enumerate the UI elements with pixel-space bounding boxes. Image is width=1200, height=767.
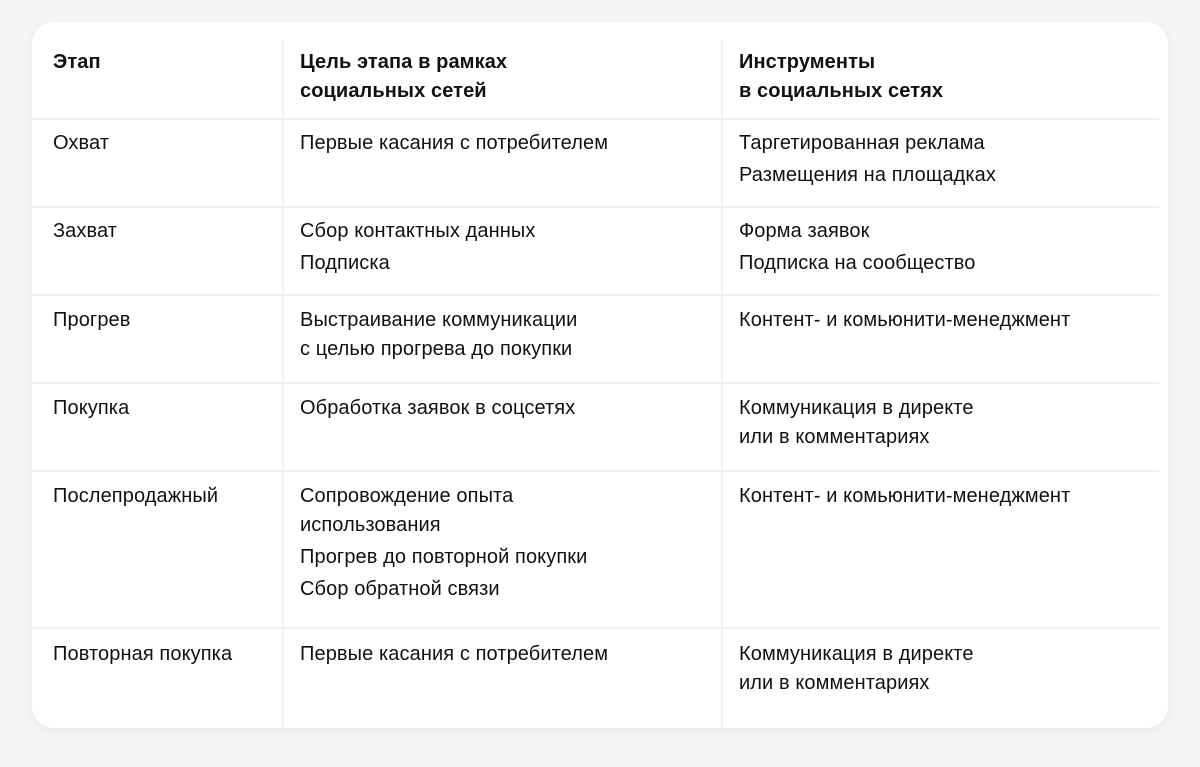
- tools-line: Контент- и комьюнити-менеджмент: [739, 485, 1071, 507]
- tools-line: Подписка на сообщество: [739, 252, 976, 274]
- goal-cell: [300, 640, 710, 669]
- goal-line: Первые касания с потребителем: [300, 132, 609, 154]
- stage-text: Захват: [53, 220, 118, 242]
- header-goal-line: Цель этапа в рамках: [300, 51, 508, 73]
- header-tools-line: Инструменты: [739, 51, 876, 73]
- stage-cell: [53, 306, 273, 335]
- goal-cell: [300, 306, 710, 364]
- tools-cell: [739, 482, 1159, 511]
- stage-text: Охват: [53, 132, 110, 154]
- goal-cell: [300, 482, 710, 604]
- goal-cell: [300, 394, 710, 423]
- row-divider: [32, 294, 1159, 296]
- row-divider: [32, 118, 1159, 120]
- tools-cell: [739, 217, 1159, 278]
- stage-text: Повторная покупка: [53, 643, 233, 665]
- tools-cell: [739, 129, 1159, 190]
- goal-line: с целью прогрева до покупки: [300, 338, 573, 360]
- tools-line: Контент- и комьюнити-менеджмент: [739, 309, 1071, 331]
- tools-line: Таргетированная реклама: [739, 132, 985, 154]
- tools-line: Коммуникация в директе: [739, 643, 974, 665]
- tools-cell: [739, 394, 1159, 452]
- row-divider: [32, 382, 1159, 384]
- goal-line: Сбор обратной связи: [300, 578, 500, 600]
- tools-line: Коммуникация в директе: [739, 397, 974, 419]
- tools-line: Форма заявок: [739, 220, 870, 242]
- goal-line: Подписка: [300, 252, 390, 274]
- row-divider: [32, 470, 1159, 472]
- goal-line: использования: [300, 514, 441, 536]
- stage-cell: [53, 640, 273, 669]
- stage-cell: [53, 482, 273, 511]
- goal-line: Сопровождение опыта: [300, 485, 514, 507]
- header-stage: [53, 48, 273, 77]
- row-divider: [32, 206, 1159, 208]
- stage-text: Послепродажный: [53, 485, 219, 507]
- tools-cell: [739, 306, 1159, 335]
- header-tools: [739, 48, 1159, 106]
- stage-cell: [53, 217, 273, 246]
- stage-cell: [53, 129, 273, 158]
- tools-cell: [739, 640, 1159, 698]
- goal-line: Прогрев до повторной покупки: [300, 546, 588, 568]
- goal-line: Выстраивание коммуникации: [300, 309, 578, 331]
- goal-line: Сбор контактных данных: [300, 220, 536, 242]
- goal-cell: [300, 217, 710, 278]
- stage-text: Покупка: [53, 397, 130, 419]
- header-goal: [300, 48, 710, 106]
- header-goal-line: социальных сетей: [300, 80, 487, 102]
- goal-line: Первые касания с потребителем: [300, 643, 609, 665]
- tools-line: или в комментариях: [739, 672, 930, 694]
- goal-line: Обработка заявок в соцсетях: [300, 397, 576, 419]
- tools-line: Размещения на площадках: [739, 164, 997, 186]
- stage-cell: [53, 394, 273, 423]
- header-tools-line: в социальных сетях: [739, 80, 944, 102]
- row-divider: [32, 627, 1159, 629]
- stage-text: Прогрев: [53, 309, 131, 331]
- table-card: [32, 22, 1168, 728]
- goal-cell: [300, 129, 710, 158]
- header-stage-text: Этап: [53, 51, 101, 73]
- tools-line: или в комментариях: [739, 426, 930, 448]
